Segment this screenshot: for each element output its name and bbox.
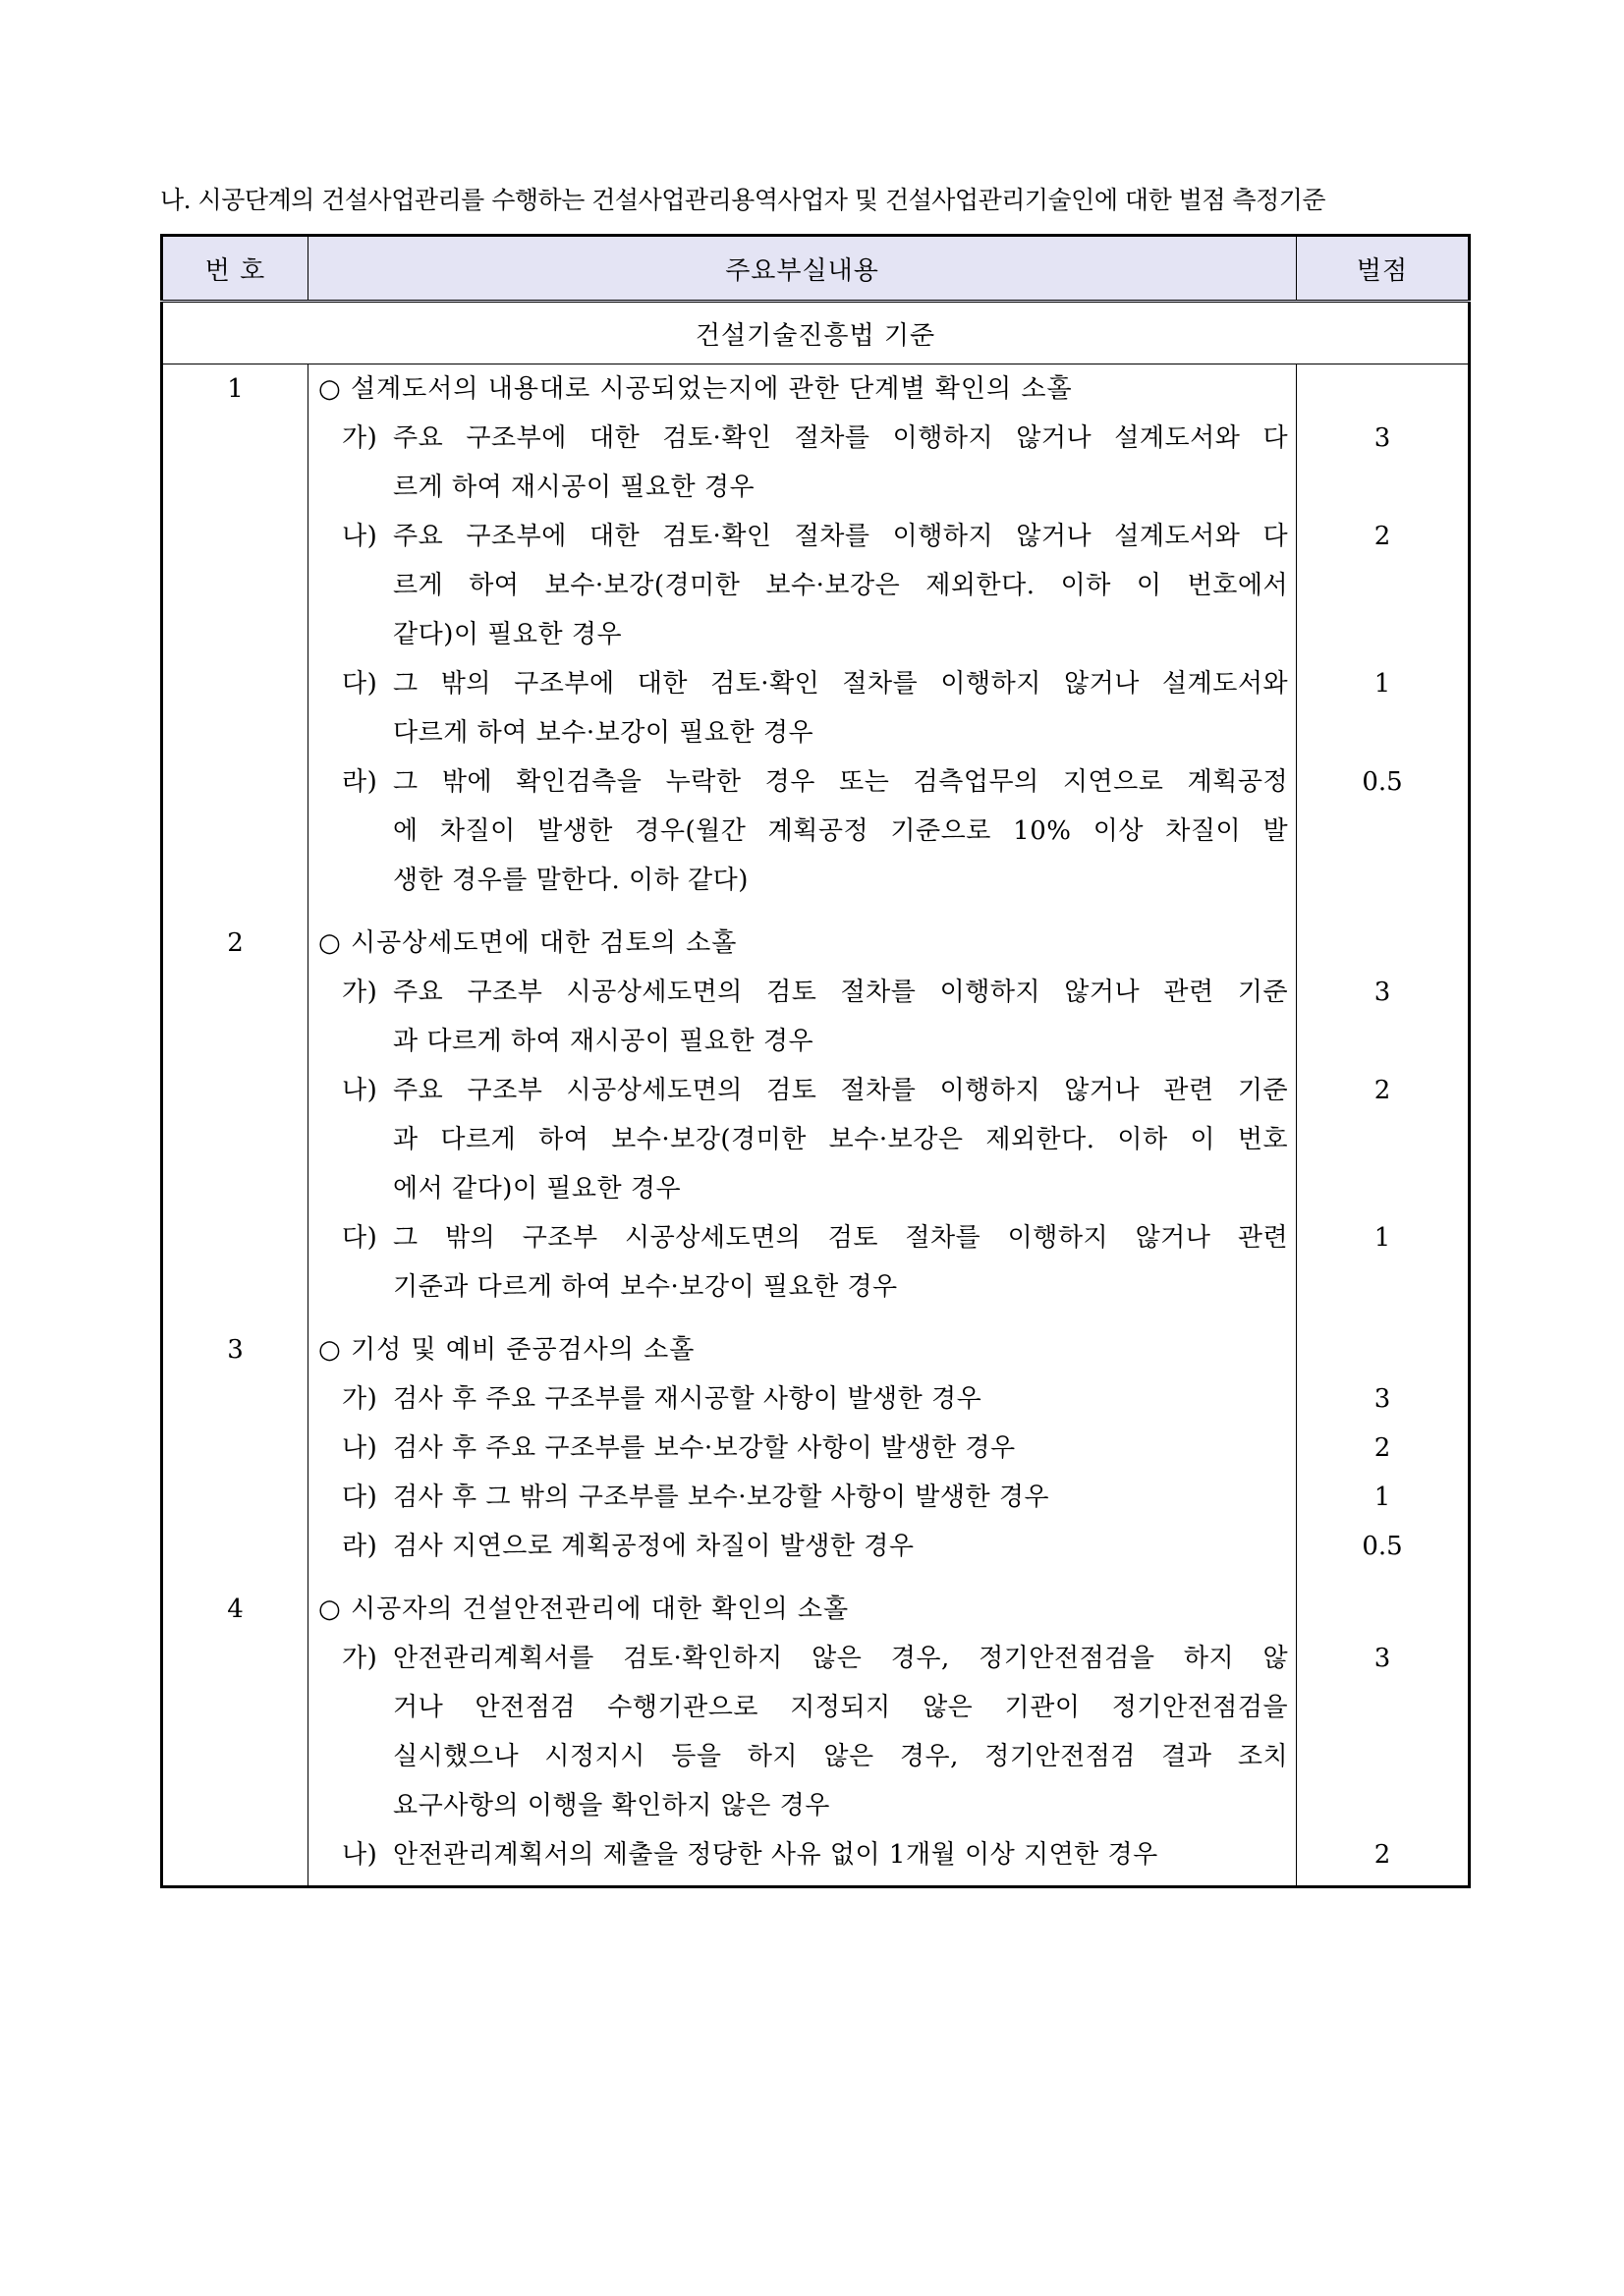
header-number: 번 호 [162, 236, 308, 302]
item-penalty-cell [1297, 1325, 1470, 1585]
sub-item-label: 라) [342, 1532, 378, 1561]
sub-item-line: 생한 경우를 말한다. 이하 같다) [393, 866, 749, 895]
sub-item-line: 에서 같다)이 필요한 경우 [393, 1174, 682, 1204]
sub-item-text: 그 밖의 구조부 시공상세도면의 검토 절차를 이행하지 않거나 관련 [393, 1223, 1289, 1253]
sub-item-line [342, 414, 1288, 463]
item-title: ○ 설계도서의 내용대로 시공되었는지에 관한 단계별 확인의 소홀 [318, 374, 1073, 404]
sub-item-line: 다르게 하여 보수·보강이 필요한 경우 [393, 718, 814, 748]
sub-item-line: 에 차질이 발생한 경우(월간 계획공정 기준으로 10% 이상 차질이 발 [393, 816, 1289, 846]
sub-item-line [342, 1424, 1288, 1473]
penalty-value: 2 [1373, 1433, 1391, 1463]
table-row [162, 364, 1470, 920]
sub-item [308, 512, 1296, 659]
penalty-value: 1 [1373, 1223, 1391, 1253]
sub-item [308, 1066, 1296, 1213]
table-header-row [162, 236, 1470, 302]
penalty-value: 0.5 [1362, 1532, 1403, 1561]
item-description-cell [308, 1325, 1297, 1585]
sub-item-text: 그 밖에 확인검측을 누락한 경우 또는 검측업무의 지연으로 계획공정 [393, 767, 1289, 797]
sub-item-label: 다) [342, 1483, 378, 1512]
header-penalty: 벌점 [1297, 236, 1470, 302]
sub-item-line: 기준과 다르게 하여 보수·보강이 필요한 경우 [393, 1272, 898, 1302]
penalty-value: 3 [1373, 1644, 1391, 1673]
penalty-value: 0.5 [1362, 767, 1403, 797]
penalty-value: 1 [1373, 669, 1391, 699]
sub-item-label: 나) [342, 1840, 378, 1870]
sub-item-label: 가) [342, 423, 378, 453]
sub-item-line: 과 다르게 하여 보수·보강(경미한 보수·보강은 제외한다. 이하 이 번호 [393, 1125, 1289, 1154]
sub-item-label: 라) [342, 767, 378, 797]
sub-item [308, 1473, 1296, 1522]
item-penalty-cell [1297, 919, 1470, 1325]
sub-item-line: 르게 하여 재시공이 필요한 경우 [393, 473, 756, 502]
sub-item [308, 968, 1296, 1066]
item-number: 4 [227, 1595, 244, 1624]
sub-item-text: 그 밖의 구조부에 대한 검토·확인 절차를 이행하지 않거나 설계도서와 [393, 669, 1289, 699]
sub-item [308, 757, 1296, 905]
sub-item-line [342, 1374, 1288, 1424]
sub-item-text: 안전관리계획서의 제출을 정당한 사유 없이 1개월 이상 지연한 경우 [393, 1840, 1158, 1870]
item-description-cell [308, 919, 1297, 1325]
sub-item-line [342, 1473, 1288, 1522]
table-row [162, 1325, 1470, 1585]
sub-item-label: 다) [342, 1223, 378, 1253]
sub-item [308, 659, 1296, 757]
penalty-value: 2 [1373, 522, 1391, 551]
sub-item [308, 414, 1296, 512]
item-penalty-cell [1297, 364, 1470, 920]
sub-item-label: 가) [342, 1644, 378, 1673]
penalty-value: 3 [1373, 1384, 1391, 1414]
item-title: ○ 기성 및 예비 준공검사의 소홀 [318, 1335, 696, 1365]
page-heading: 나. 시공단계의 건설사업관리를 수행하는 건설사업관리용역사업자 및 건설사업관리기술인에 대한 벌점 측정기준 [160, 186, 1326, 214]
item-number: 1 [227, 374, 244, 404]
penalty-value: 3 [1373, 423, 1391, 453]
sub-item [308, 1213, 1296, 1312]
sub-item-line [342, 659, 1288, 708]
sub-item-line: 같다)이 필요한 경우 [393, 620, 623, 649]
item-penalty-cell [1297, 1585, 1470, 1887]
sub-item-line: 과 다르게 하여 재시공이 필요한 경우 [393, 1027, 814, 1056]
sub-item-label: 나) [342, 1076, 378, 1105]
sub-item-text: 검사 후 주요 구조부를 재시공할 사항이 발생한 경우 [393, 1384, 982, 1414]
sub-item-line: 르게 하여 보수·보강(경미한 보수·보강은 제외한다. 이하 이 번호에서 [393, 571, 1289, 600]
item-number-cell [162, 919, 308, 1325]
sub-item [308, 1424, 1296, 1473]
item-description-cell [308, 1585, 1297, 1887]
item-title: ○ 시공자의 건설안전관리에 대한 확인의 소홀 [318, 1595, 850, 1624]
sub-item-line [342, 512, 1288, 561]
sub-item-text: 검사 후 주요 구조부를 보수·보강할 사항이 발생한 경우 [393, 1433, 1016, 1463]
sub-item [308, 1634, 1296, 1830]
table-row [162, 919, 1470, 1325]
penalty-value: 2 [1373, 1076, 1391, 1105]
penalty-value: 1 [1373, 1483, 1391, 1512]
sub-item-line [342, 1066, 1288, 1115]
sub-item [308, 1830, 1296, 1879]
sub-item-line: 요구사항의 이행을 확인하지 않은 경우 [393, 1791, 830, 1820]
sub-item-label: 나) [342, 1433, 378, 1463]
sub-item-text: 주요 구조부 시공상세도면의 검토 절차를 이행하지 않거나 관련 기준 [393, 978, 1289, 1007]
item-number: 2 [227, 928, 244, 958]
header-description: 주요부실내용 [308, 236, 1297, 302]
sub-item-label: 가) [342, 978, 378, 1007]
item-number-cell [162, 364, 308, 920]
sub-item-line: 거나 안전점검 수행기관으로 지정되지 않은 기관이 정기안전점검을 [393, 1693, 1289, 1722]
sub-item-text: 검사 후 그 밖의 구조부를 보수·보강할 사항이 발생한 경우 [393, 1483, 1050, 1512]
sub-item-text: 검사 지연으로 계획공정에 차질이 발생한 경우 [393, 1532, 915, 1561]
section-title: 건설기술진흥법 기준 [162, 302, 1470, 364]
sub-item-line [342, 1213, 1288, 1262]
sub-item-line [342, 1522, 1288, 1571]
sub-item-label: 나) [342, 522, 378, 551]
sub-item-text: 주요 구조부 시공상세도면의 검토 절차를 이행하지 않거나 관련 기준 [393, 1076, 1289, 1105]
penalty-criteria-table [160, 234, 1471, 1888]
sub-item-line: 실시했으나 시정지시 등을 하지 않은 경우, 정기안전점검 결과 조치 [393, 1742, 1289, 1771]
sub-item-text: 주요 구조부에 대한 검토·확인 절차를 이행하지 않거나 설계도서와 다 [393, 522, 1289, 551]
sub-item-text: 안전관리계획서를 검토·확인하지 않은 경우, 정기안전점검을 하지 않 [393, 1644, 1289, 1673]
item-description-cell [308, 364, 1297, 920]
sub-item [308, 1374, 1296, 1424]
sub-item-line [342, 1830, 1288, 1879]
penalty-value: 3 [1373, 978, 1391, 1007]
sub-item-line [342, 757, 1288, 807]
table-row [162, 1585, 1470, 1887]
item-title: ○ 시공상세도면에 대한 검토의 소홀 [318, 928, 738, 958]
penalty-value: 2 [1373, 1840, 1391, 1870]
item-number-cell [162, 1325, 308, 1585]
item-number-cell [162, 1585, 308, 1887]
sub-item-text: 주요 구조부에 대한 검토·확인 절차를 이행하지 않거나 설계도서와 다 [393, 423, 1289, 453]
sub-item-line [342, 968, 1288, 1017]
sub-item-label: 가) [342, 1384, 378, 1414]
sub-item [308, 1522, 1296, 1571]
sub-item-line [342, 1634, 1288, 1683]
sub-item-label: 다) [342, 669, 378, 699]
item-number: 3 [227, 1335, 244, 1365]
section-row [162, 302, 1470, 364]
